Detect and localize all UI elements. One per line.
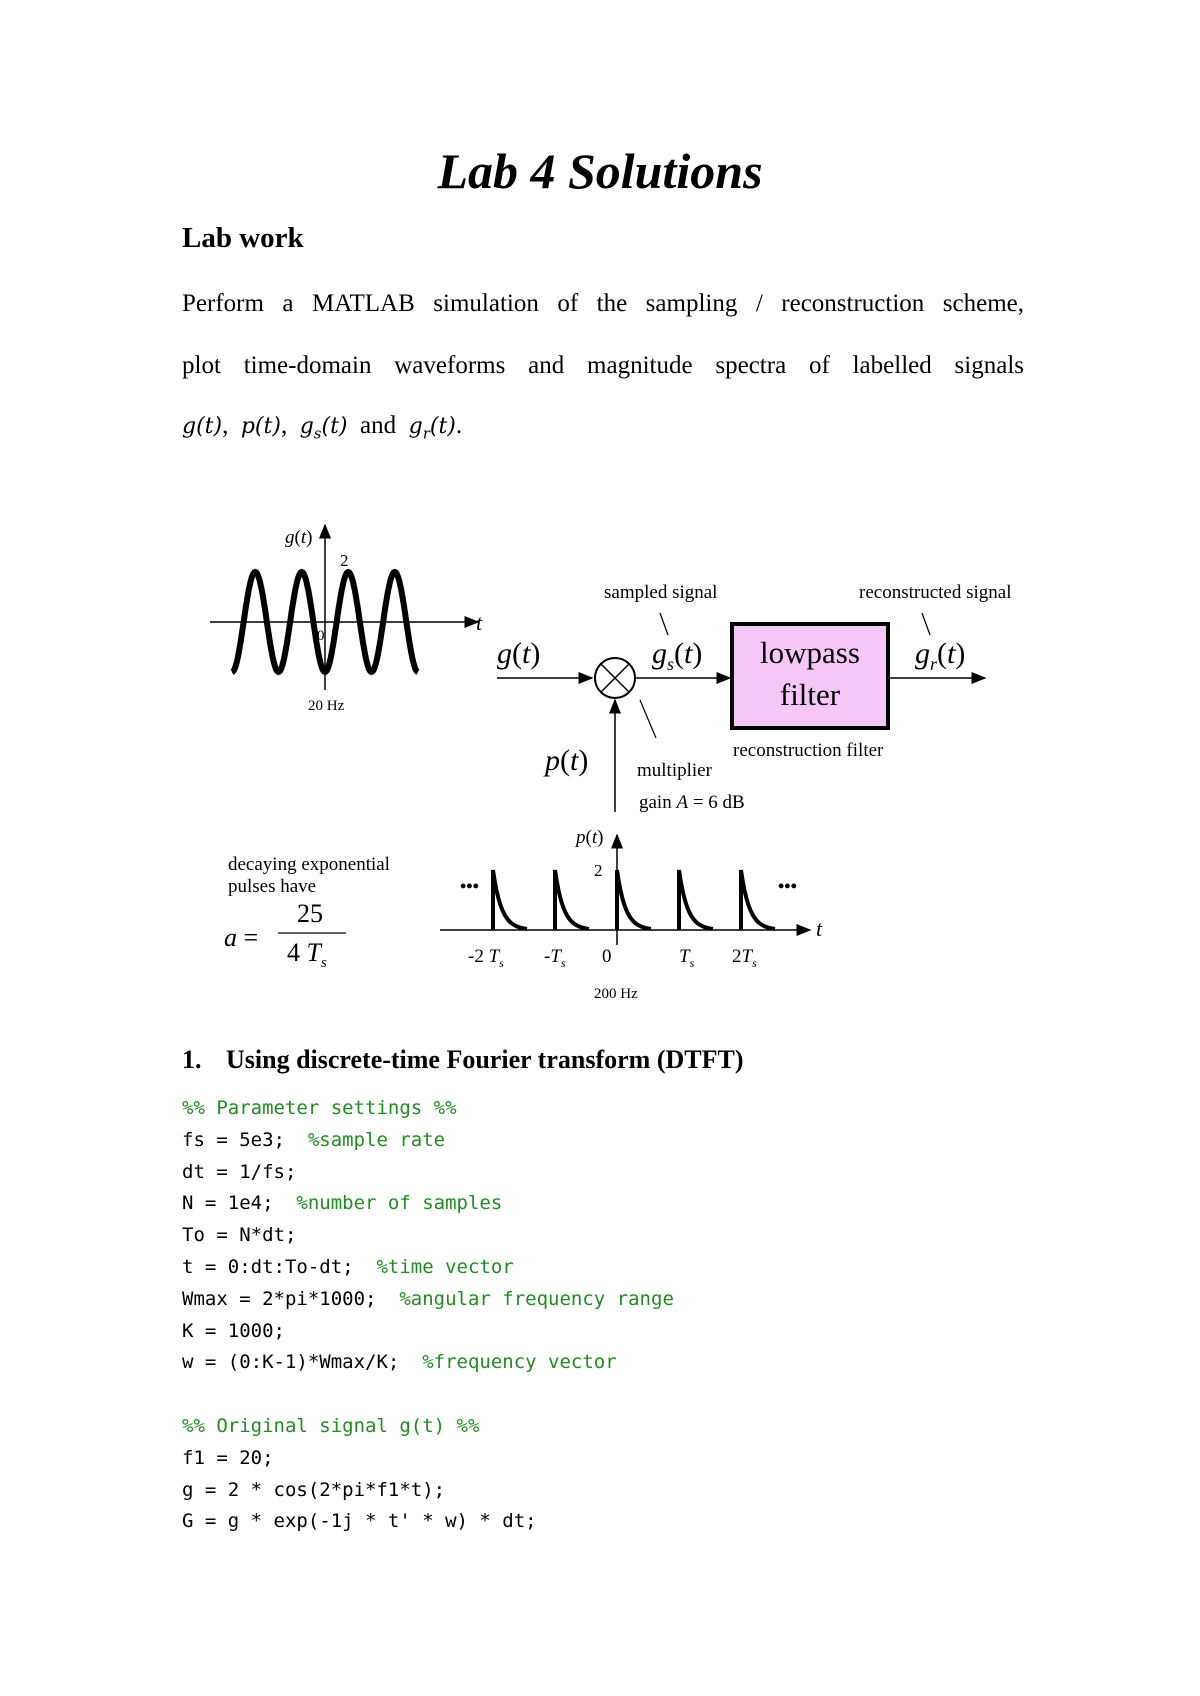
code-comment: %number of samples [296,1192,503,1215]
p-pulse [679,870,713,930]
code-text: f1 = 20; [182,1446,274,1469]
code-text: G = g * exp(-1j * t' * w) * dt; [182,1510,537,1533]
multiplier-pointer [640,700,656,738]
filter-caption: reconstruction filter [733,740,884,761]
page-title: Lab 4 Solutions [437,143,763,199]
g-plot-freq-label: 20 Hz [308,698,345,714]
p-plot-peak-label: 2 [594,861,603,880]
g-plot-ylabel: g(t) [285,527,313,548]
decay-formula-numerator: 25 [297,899,323,928]
p-pulse [555,870,589,930]
reconstructed-signal-pointer [922,613,930,635]
p-pulse-train [493,870,775,930]
code-text: fs = 5e3; [182,1128,308,1151]
code-block [182,1093,674,1538]
decay-caption-line1: decaying exponential [228,854,390,875]
code-comment: %time vector [376,1255,514,1278]
intro-line-1: Perform a MATLAB simulation of the sampling / reconstruction scheme, [182,290,1024,317]
g-plot [210,525,483,714]
code-text: To = N*dt; [182,1224,297,1247]
code-line [182,1347,674,1379]
code-comment: %% Parameter settings %% [182,1097,457,1119]
tick-ts: $T_s$ [679,946,695,970]
gain-caption: gain A = 6 dB [639,792,745,813]
decay-formula-lhs: a = [224,923,259,952]
p-plot-ylabel: p(t) [576,827,604,848]
code-text: w = (0:K-1)*Wmax/K; [182,1351,423,1374]
signal-g: g(t) [182,414,223,439]
gs-label: $g_s(t)$ [652,637,703,674]
section-heading: Lab work [182,222,304,254]
decay-formula-denominator: 4 $T_s$ [287,938,327,971]
code-text: K = 1000; [182,1319,285,1342]
code-line [182,1093,674,1125]
signal-p: p(t) [240,414,281,439]
code-line [182,1475,674,1507]
code-line [182,1411,674,1443]
code-line [182,1220,674,1252]
code-line [182,1284,674,1316]
code-comment: %angular frequency range [399,1287,674,1310]
p-plot [440,827,823,1002]
decay-caption [224,854,390,971]
code-line [182,1157,674,1189]
p-pulse [617,870,651,930]
tick-zero: 0 [602,946,612,967]
tick-2ts: $2T_s$ [732,946,757,970]
subsection-number: 1. [182,1045,202,1074]
multiplier-caption: multiplier [637,760,712,781]
reconstructed-signal-label: reconstructed signal [859,582,1012,603]
tick-minus-2ts: -2 $T_s$ [468,946,504,970]
signal-gs: $g_s(t)$ [299,414,348,443]
code-comment: %frequency vector [422,1351,617,1374]
p-input-label: p(t) [545,744,589,777]
p-plot-dots-right: ••• [778,876,797,896]
filter-label-1: lowpass [760,635,860,670]
code-text: N = 1e4; [182,1192,297,1215]
code-text: t = 0:dt:To-dt; [182,1255,377,1278]
p-pulse [741,870,775,930]
code-text: g = 2 * cos(2*pi*f1*t); [182,1478,446,1501]
decay-caption-line2: pulses have [228,876,317,897]
p-plot-axis-label: t [816,916,823,941]
signal-list: g(t), p(t), $g_s(t)$ and $g_r(t)$. [182,412,463,443]
code-line [182,1316,674,1348]
g-plot-origin-label: 0 [317,628,325,644]
block-diagram [497,582,1011,813]
signal-conj: and [360,412,397,439]
p-plot-dots-left: ••• [460,876,479,896]
signal-gr: $g_r(t)$ [408,414,456,443]
filter-label-2: filter [779,677,841,712]
code-line [182,1125,674,1157]
code-text: dt = 1/fs; [182,1160,297,1183]
tick-minus-ts: $-T_s$ [544,946,566,970]
p-plot-freq-label: 200 Hz [594,986,638,1002]
g-plot-axis-label: t [476,610,483,635]
subsection-text: Using discrete-time Fourier transform (DTFT) [226,1045,744,1074]
input-label: g(t) [497,637,541,670]
code-line [182,1252,674,1284]
code-line [182,1379,674,1411]
code-comment: %sample rate [307,1128,446,1151]
intro-line-2: plot time-domain waveforms and magnitude spectra of labelled signals [182,352,1024,379]
subsection-heading [182,1045,743,1075]
sampled-signal-pointer [660,613,668,635]
code-line [182,1443,674,1475]
code-line [182,1506,674,1538]
sampled-signal-label: sampled signal [604,582,718,603]
code-comment: %% Original signal g(t) %% [182,1414,480,1437]
p-pulse [493,870,527,930]
code-line [182,1188,674,1220]
code-text: Wmax = 2*pi*1000; [182,1287,400,1310]
gr-label: $g_r(t)$ [915,637,966,674]
g-plot-peak-label: 2 [340,551,349,570]
